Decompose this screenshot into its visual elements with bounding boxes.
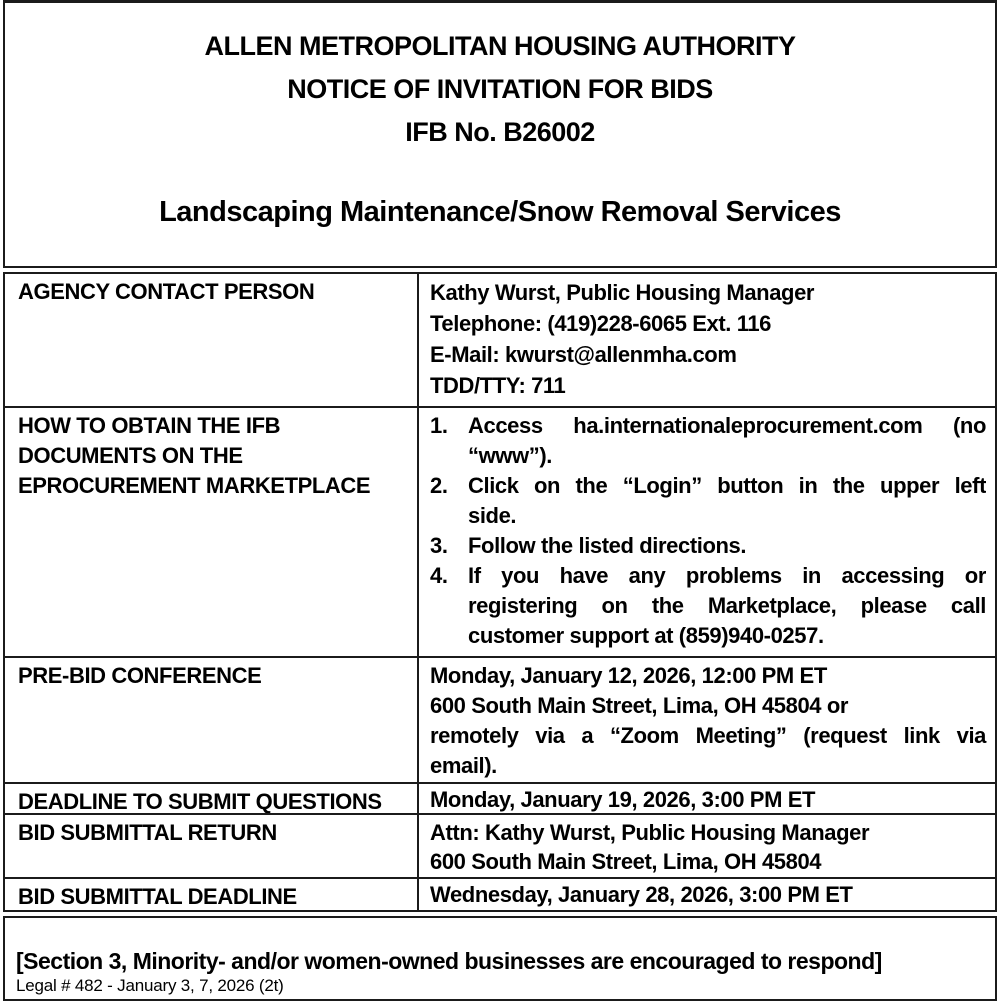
pre-bid-remote-option: email). <box>430 753 497 778</box>
bid-deadline-datetime: Wednesday, January 28, 2026, 3:00 PM ET <box>430 882 853 907</box>
row-label: HOW TO OBTAIN THE IFB <box>18 413 281 438</box>
list-item-text: Follow the listed directions. <box>468 533 747 558</box>
row-label-cell <box>5 658 419 782</box>
row-label: PRE-BID CONFERENCE <box>18 663 262 688</box>
row-label-cell <box>5 815 419 877</box>
list-item-number: 2. <box>430 473 448 498</box>
row-label: DOCUMENTS ON THE <box>18 443 243 468</box>
row-value-cell <box>419 658 995 782</box>
table-row-agency-contact <box>5 274 995 408</box>
row-value-cell <box>419 784 995 813</box>
row-label-cell <box>5 784 419 813</box>
contact-tdd-tty: TDD/TTY: 711 <box>430 373 566 398</box>
list-item-text: registering on the Marketplace, please call <box>468 593 986 618</box>
contact-email: E-Mail: kwurst@allenmha.com <box>430 342 737 367</box>
row-value-cell <box>419 879 995 910</box>
list-item <box>430 411 986 471</box>
questions-deadline-datetime: Monday, January 19, 2026, 3:00 PM ET <box>430 787 816 812</box>
bid-info-table <box>3 272 997 912</box>
list-item <box>430 531 986 561</box>
ifb-number: IFB No. B26002 <box>405 117 595 147</box>
legal-ad-line: Legal # 482 - January 3, 7, 2026 (2t) <box>16 976 284 995</box>
table-row-how-to-obtain <box>5 408 995 658</box>
row-value-cell <box>419 274 995 406</box>
row-label-cell <box>5 408 419 656</box>
pre-bid-remote-option: remotely via a “Zoom Meeting” (request link via <box>430 723 986 748</box>
row-label: BID SUBMITTAL RETURN <box>18 820 277 845</box>
document-header <box>3 0 997 268</box>
document-footer <box>3 916 997 1001</box>
row-label-cell <box>5 274 419 406</box>
section3-notice: [Section 3, Minority- and/or women-owned businesses are encouraged to respond] <box>16 948 882 974</box>
list-item-text: Click on the “Login” button in the upper left <box>468 473 986 498</box>
list-item-text: customer support at (859)940-0257. <box>468 623 824 648</box>
list-item-number: 1. <box>430 413 448 438</box>
row-label: DEADLINE TO SUBMIT QUESTIONS <box>18 789 382 813</box>
table-row-questions-deadline <box>5 784 995 815</box>
return-attn: Attn: Kathy Wurst, Public Housing Manager <box>430 820 870 845</box>
project-title: Landscaping Maintenance/Snow Removal Services <box>159 196 841 228</box>
notice-title: NOTICE OF INVITATION FOR BIDS <box>287 74 713 104</box>
row-value-cell <box>419 408 995 656</box>
row-label: EPROCUREMENT MARKETPLACE <box>18 473 371 498</box>
table-row-pre-bid-conference <box>5 658 995 784</box>
pre-bid-address: 600 South Main Street, Lima, OH 45804 or <box>430 693 849 718</box>
list-item-text: If you have any problems in accessing or <box>468 563 986 588</box>
list-item <box>430 561 986 651</box>
row-label-cell <box>5 879 419 910</box>
list-item-number: 3. <box>430 533 448 558</box>
row-value-cell <box>419 815 995 877</box>
row-label: AGENCY CONTACT PERSON <box>18 279 315 304</box>
row-label: BID SUBMITTAL DEADLINE <box>18 884 297 909</box>
contact-telephone: Telephone: (419)228-6065 Ext. 116 <box>430 311 772 336</box>
table-row-bid-submittal-deadline <box>5 879 995 910</box>
contact-name: Kathy Wurst, Public Housing Manager <box>430 280 815 305</box>
list-item-text: Access ha.internationaleprocurement.com (no <box>468 413 986 438</box>
agency-name: ALLEN METROPOLITAN HOUSING AUTHORITY <box>204 31 796 61</box>
list-item <box>430 471 986 531</box>
pre-bid-datetime: Monday, January 12, 2026, 12:00 PM ET <box>430 663 827 688</box>
list-item-text: side. <box>468 503 517 528</box>
table-row-bid-submittal-return <box>5 815 995 879</box>
return-address: 600 South Main Street, Lima, OH 45804 <box>430 849 822 874</box>
list-item-number: 4. <box>430 563 448 588</box>
list-item-text: “www”). <box>468 443 552 468</box>
